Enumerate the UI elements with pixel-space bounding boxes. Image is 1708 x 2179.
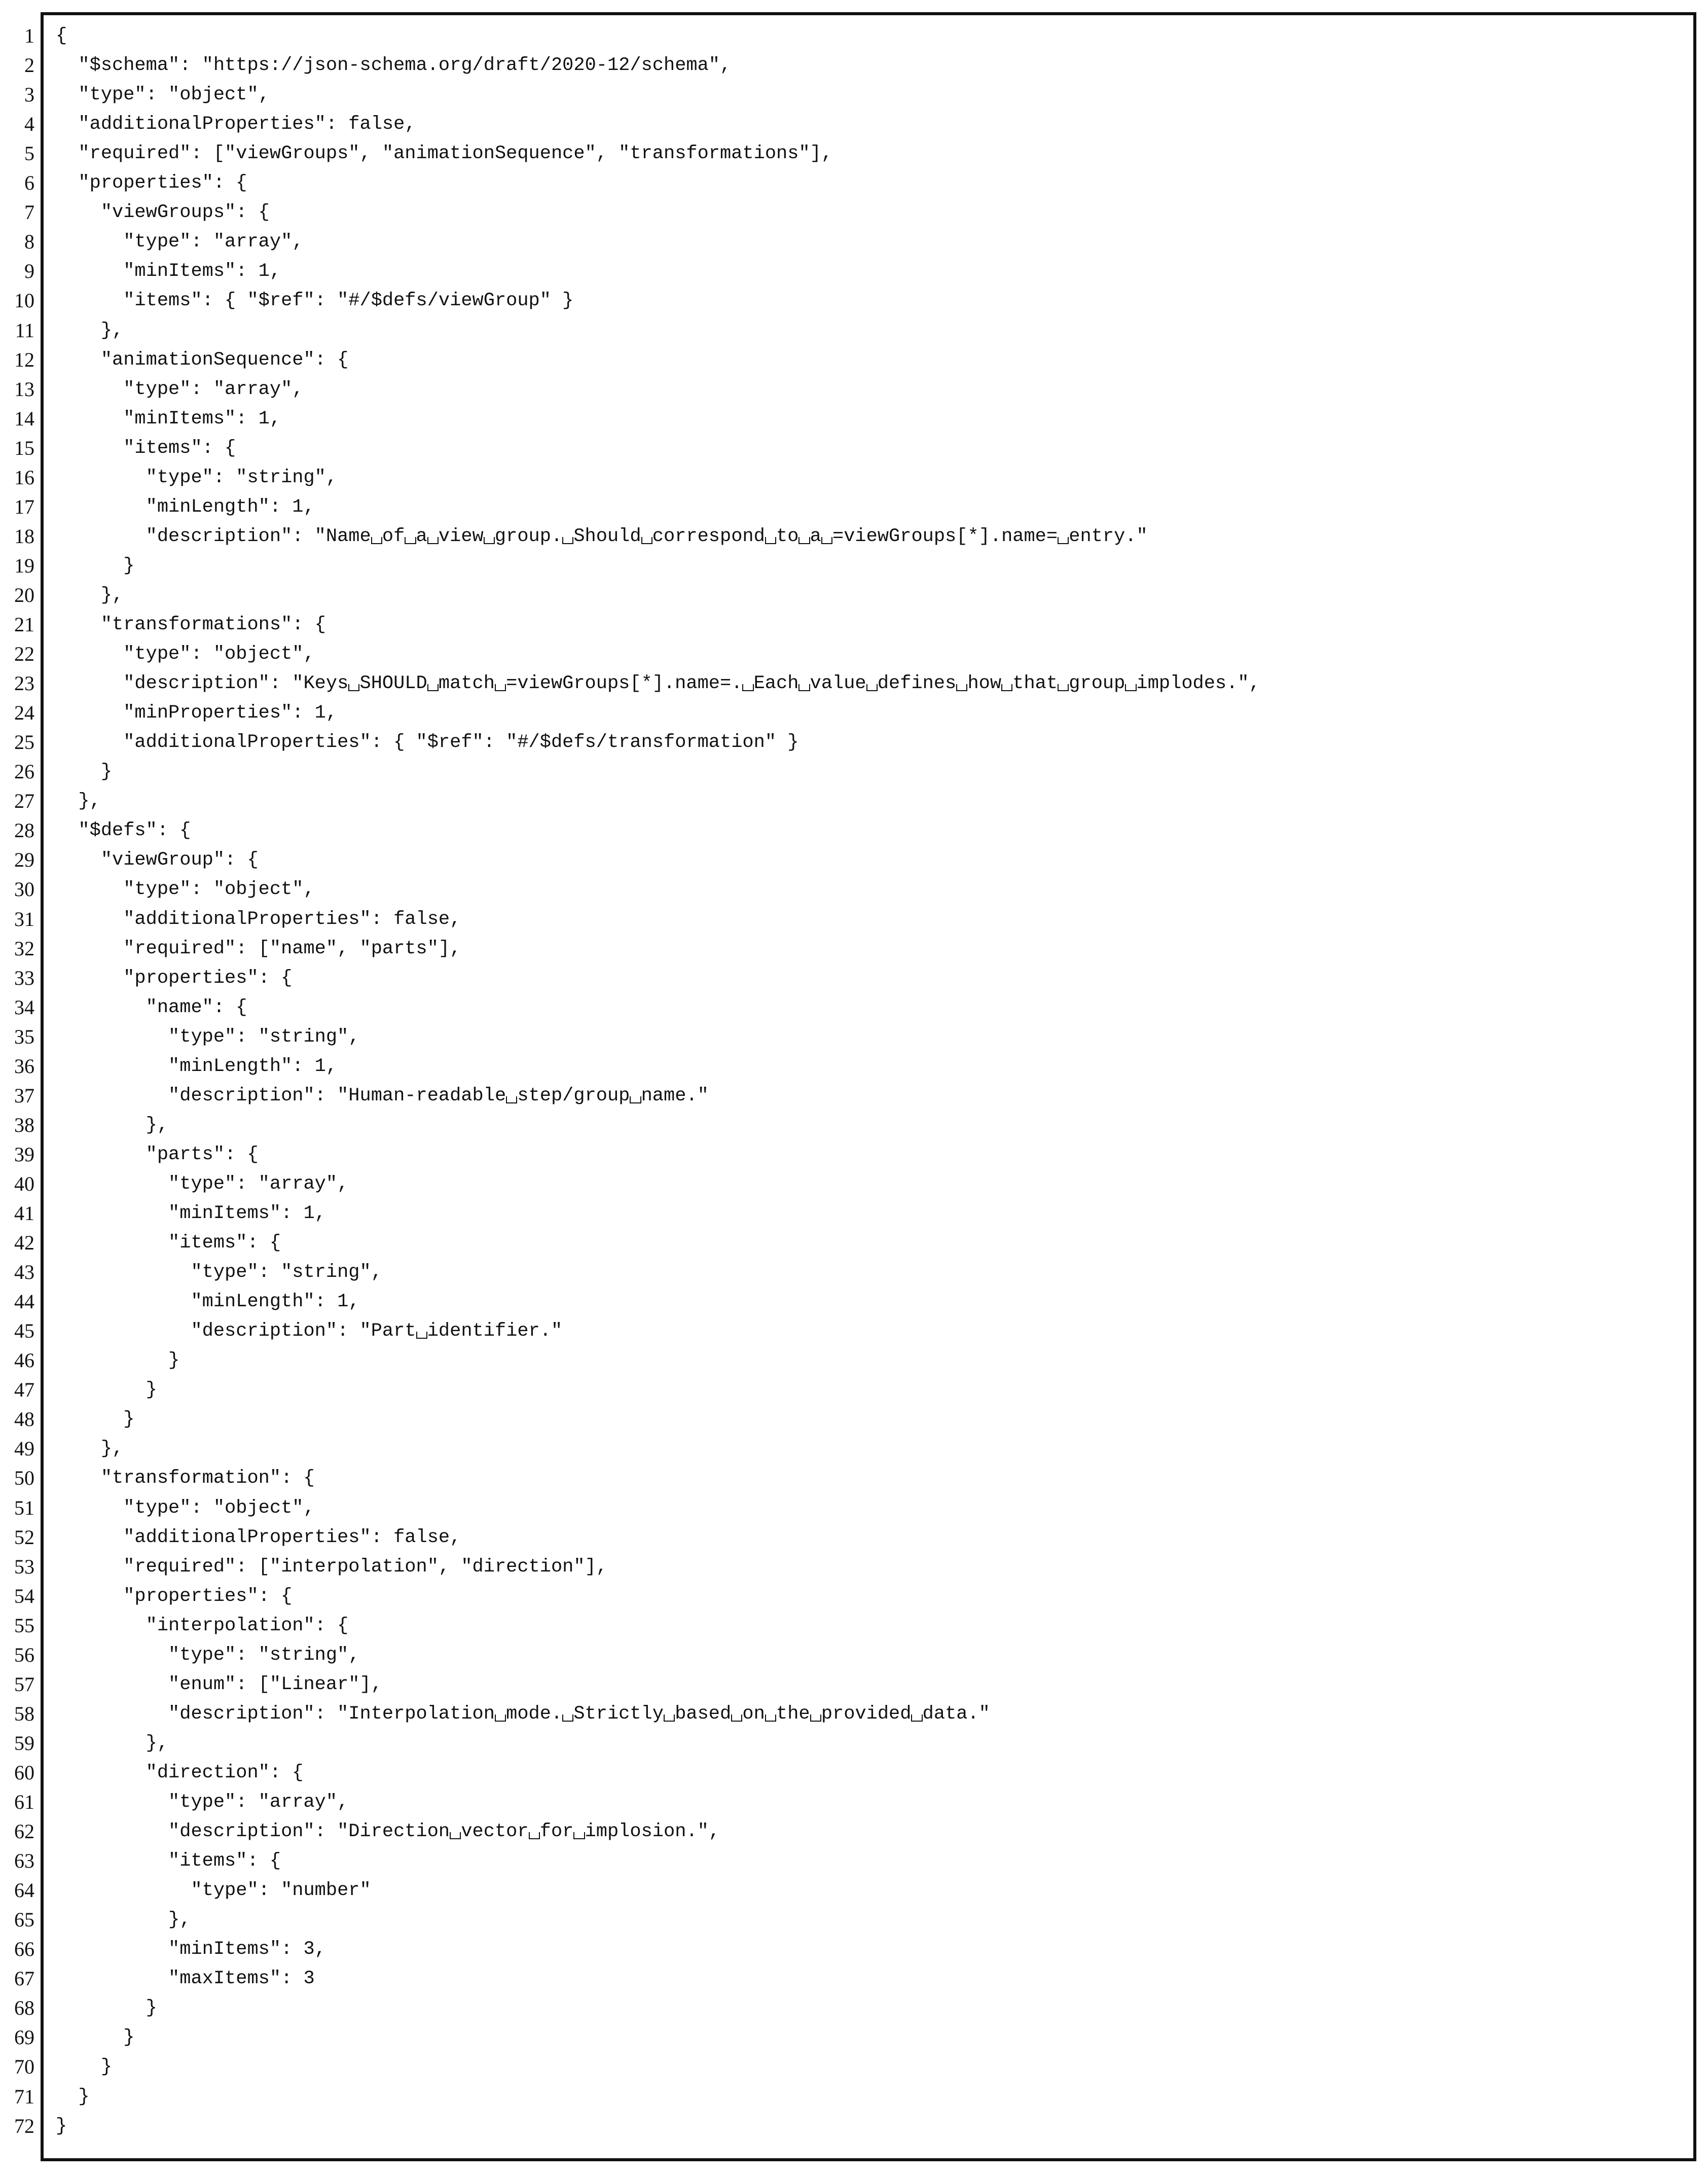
line-number: 15 (14, 436, 34, 459)
line-number: 44 (14, 1290, 34, 1313)
code-line: "description": "Direction vector for implosion.", (56, 1821, 720, 1843)
line-number: 72 (14, 2114, 34, 2137)
code-line: "type": "object", (56, 84, 270, 106)
code-line: "type": "array", (56, 1792, 349, 1813)
visible-space-marker (529, 1832, 540, 1839)
visible-space-marker (427, 684, 439, 691)
visible-space-marker (495, 1714, 506, 1722)
code-line: "additionalProperties": false, (56, 114, 416, 135)
line-number: 33 (14, 966, 34, 989)
visible-space-marker (641, 537, 652, 544)
line-number: 54 (14, 1584, 34, 1608)
line-number: 60 (14, 1761, 34, 1784)
line-number: 42 (14, 1231, 34, 1255)
visible-space-marker (450, 1832, 461, 1839)
code-line: }, (56, 1732, 169, 1754)
line-number: 7 (24, 201, 34, 224)
line-number: 11 (15, 318, 34, 342)
visible-space-marker (484, 537, 495, 544)
line-number: 52 (14, 1525, 34, 1549)
line-number: 67 (14, 1967, 34, 1990)
line-number: 36 (14, 1054, 34, 1078)
visible-space-marker (630, 1096, 641, 1103)
code-line: "type": "number" (56, 1880, 371, 1902)
visible-space-marker (765, 1714, 776, 1722)
code-line: "transformation": { (56, 1468, 315, 1489)
code-listing (14, 12, 1696, 2161)
line-number: 16 (14, 466, 34, 489)
line-number: 51 (14, 1496, 34, 1519)
code-line: } (56, 761, 113, 783)
visible-space-marker (1125, 684, 1136, 691)
code-line: }, (56, 584, 124, 606)
visible-space-marker (416, 1332, 427, 1339)
code-line: "animationSequence": { (56, 349, 349, 371)
line-number: 59 (14, 1731, 34, 1755)
line-number: 34 (14, 995, 34, 1019)
visible-space-marker (664, 1714, 675, 1722)
line-number: 8 (24, 230, 34, 254)
line-number: 70 (14, 2055, 34, 2079)
code-line: "type": "string", (56, 467, 338, 488)
code-line: }, (56, 791, 101, 812)
line-number: 69 (14, 2026, 34, 2049)
visible-space-marker (810, 1714, 821, 1722)
code-line: { (56, 25, 67, 47)
line-number: 64 (14, 1879, 34, 1902)
code-line: "description": "Part identifier." (56, 1320, 563, 1342)
line-number: 62 (14, 1820, 34, 1843)
line-number: 29 (14, 848, 34, 872)
line-number: 61 (14, 1791, 34, 1813)
line-number: 65 (14, 1908, 34, 1932)
code-line: }, (56, 1114, 169, 1136)
line-number: 13 (14, 377, 34, 401)
code-line: "items": { (56, 1232, 281, 1254)
visible-space-marker (798, 684, 810, 691)
visible-space-marker (798, 537, 810, 544)
line-number: 5 (24, 142, 34, 165)
code-line: } (56, 2086, 90, 2107)
code-line: "type": "string", (56, 1644, 360, 1666)
visible-space-marker (1058, 684, 1069, 691)
code-line: "direction": { (56, 1762, 304, 1783)
code-line: "description": "Interpolation mode. Strictly based on the provided data." (56, 1703, 990, 1725)
line-number: 46 (14, 1349, 34, 1372)
line-number: 23 (14, 672, 34, 695)
line-number: 24 (14, 701, 34, 725)
visible-space-marker (911, 1714, 922, 1722)
code-line: "enum": ["Linear"], (56, 1673, 382, 1695)
code-line: "transformations": { (56, 614, 326, 635)
code-line: "properties": { (56, 1585, 293, 1607)
code-line: "type": "string", (56, 1026, 360, 1048)
code-line: "properties": { (56, 967, 293, 989)
code-line: }, (56, 1438, 124, 1460)
code-line: } (56, 1379, 157, 1401)
line-number: 32 (14, 937, 34, 960)
code-line: "minLength": 1, (56, 1055, 338, 1077)
code-line: "type": "array", (56, 231, 304, 253)
line-number: 55 (14, 1614, 34, 1637)
line-number: 53 (14, 1555, 34, 1578)
line-number: 10 (14, 289, 34, 312)
code-line: "required": ["name", "parts"], (56, 938, 461, 959)
line-number: 22 (14, 642, 34, 666)
code-line: } (56, 2056, 113, 2078)
line-number: 2 (24, 54, 34, 77)
visible-space-marker (562, 1714, 573, 1722)
code-line: "minProperties": 1, (56, 702, 338, 724)
code-line: "additionalProperties": false, (56, 1526, 461, 1548)
code-line: "additionalProperties": false, (56, 908, 461, 930)
line-number: 71 (14, 2085, 34, 2108)
line-number: 6 (24, 171, 34, 195)
line-number: 18 (14, 524, 34, 548)
line-number: 28 (14, 819, 34, 842)
code-line: }, (56, 319, 124, 341)
line-number: 49 (14, 1437, 34, 1460)
line-number: 47 (14, 1378, 34, 1402)
visible-space-marker (573, 1832, 585, 1839)
code-line: "$defs": { (56, 820, 191, 842)
visible-space-marker (1001, 684, 1012, 691)
code-line: "parts": { (56, 1144, 259, 1165)
line-number: 21 (14, 613, 34, 636)
visible-space-marker (1058, 537, 1069, 544)
code-line: "properties": { (56, 172, 247, 194)
code-line: "$schema": "https://json-schema.org/draft/2020-12/schema", (56, 55, 732, 77)
visible-space-marker (866, 684, 878, 691)
code-line: "type": "object", (56, 644, 315, 665)
code-line: "required": ["viewGroups", "animationSequence", "transformations"], (56, 143, 833, 165)
line-number: 57 (14, 1672, 34, 1696)
code-line: "minLength": 1, (56, 1291, 360, 1313)
line-number: 45 (14, 1319, 34, 1343)
line-number: 56 (14, 1643, 34, 1666)
visible-space-marker (956, 684, 967, 691)
visible-space-marker (742, 684, 753, 691)
line-number: 14 (14, 407, 34, 430)
code-line: "minItems": 3, (56, 1939, 326, 1960)
code-line: "items": { "$ref": "#/$defs/viewGroup" } (56, 290, 574, 312)
code-line: "type": "object", (56, 879, 315, 901)
line-number: 41 (14, 1202, 34, 1225)
line-number: 3 (24, 83, 34, 106)
visible-space-marker (348, 684, 359, 691)
code-line: "required": ["interpolation", "direction"], (56, 1556, 607, 1578)
line-number: 19 (14, 554, 34, 577)
code-line: "minItems": 1, (56, 1203, 326, 1224)
code-line: "additionalProperties": { "$ref": "#/$defs/transformation" } (56, 732, 799, 754)
code-line: "type": "string", (56, 1262, 382, 1283)
visible-space-marker (765, 537, 776, 544)
line-number: 26 (14, 760, 34, 783)
code-line: "type": "array", (56, 1173, 349, 1195)
visible-space-marker (427, 537, 439, 544)
line-number: 4 (24, 113, 34, 136)
line-number: 68 (14, 1996, 34, 2020)
visible-space-marker (405, 537, 416, 544)
code-line: "minItems": 1, (56, 261, 281, 282)
line-number: 31 (14, 907, 34, 931)
line-number: 1 (24, 24, 34, 47)
line-number: 17 (14, 495, 34, 518)
visible-space-marker (731, 1714, 742, 1722)
visible-space-marker (495, 684, 506, 691)
line-number: 9 (24, 260, 34, 283)
code-line: } (56, 1997, 157, 2019)
code-line: "viewGroups": { (56, 202, 270, 224)
line-number: 20 (14, 583, 34, 606)
code-line: } (56, 1409, 135, 1431)
line-number: 63 (14, 1849, 34, 1873)
visible-space-marker (821, 537, 832, 544)
code-line: } (56, 2027, 135, 2049)
code-line: } (56, 555, 135, 577)
code-line: } (56, 2115, 67, 2137)
line-number: 27 (14, 790, 34, 813)
visible-space-marker (506, 1096, 517, 1103)
line-number: 39 (14, 1142, 34, 1166)
code-line: }, (56, 1909, 191, 1931)
line-number: 12 (14, 348, 34, 371)
code-line: "maxItems": 3 (56, 1968, 315, 1990)
line-number: 25 (14, 731, 34, 754)
code-line: "viewGroup": { (56, 849, 259, 871)
code-line: "minItems": 1, (56, 408, 281, 430)
line-number: 66 (14, 1938, 34, 1961)
visible-space-marker (371, 537, 382, 544)
code-line: "description": "Name of a view group. Should correspond to a =viewGroups[*].name= entry." (56, 525, 1148, 547)
line-number: 35 (14, 1025, 34, 1048)
line-number: 48 (14, 1408, 34, 1431)
visible-space-marker (562, 537, 573, 544)
line-number: 58 (14, 1702, 34, 1725)
line-number: 43 (14, 1261, 34, 1284)
code-line: } (56, 1350, 180, 1372)
code-line: "items": { (56, 437, 236, 459)
code-line: "type": "array", (56, 378, 304, 400)
line-number: 30 (14, 878, 34, 901)
code-line: "type": "object", (56, 1497, 315, 1519)
code-line: "minLength": 1, (56, 496, 315, 518)
code-line: "description": "Human-readable step/group name." (56, 1085, 709, 1106)
code-line: "interpolation": { (56, 1615, 349, 1636)
code-line: "description": "Keys SHOULD match =viewGroups[*].name=. Each value defines how that group implodes.", (56, 673, 1260, 695)
code-line: "name": { (56, 996, 247, 1018)
line-number: 40 (14, 1172, 34, 1195)
line-number: 38 (14, 1113, 34, 1136)
code-line: "items": { (56, 1850, 281, 1872)
line-number: 50 (14, 1467, 34, 1490)
line-number: 37 (14, 1084, 34, 1107)
